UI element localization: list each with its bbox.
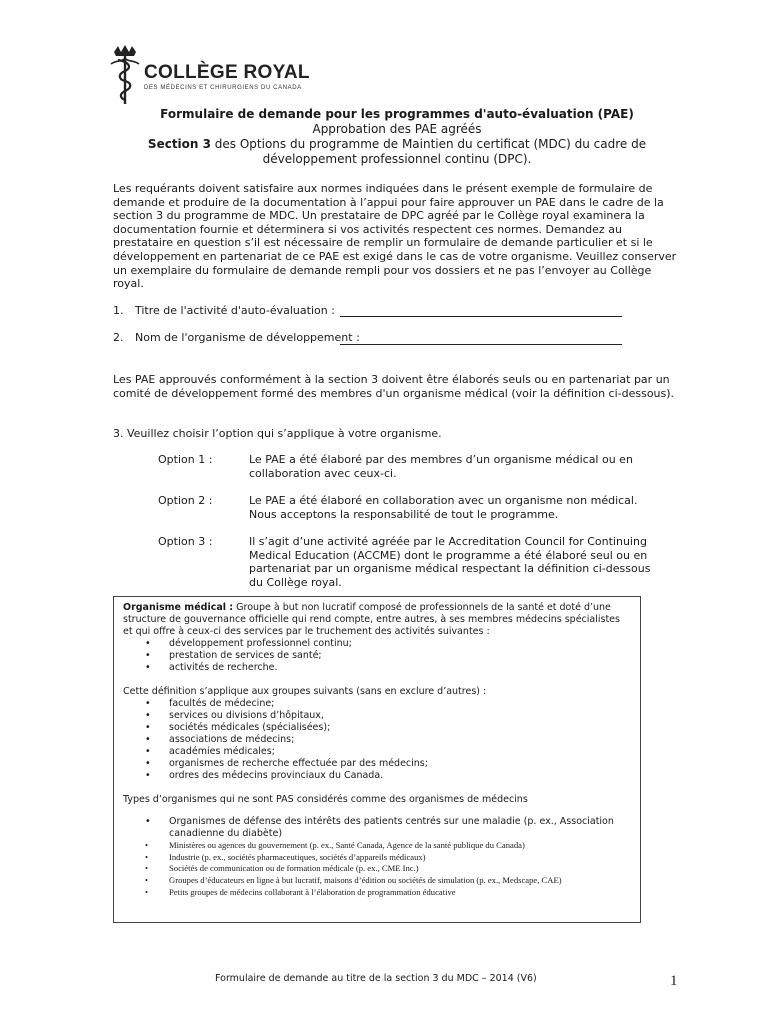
option-1-text: Le PAE a été élaboré par des membres d’un organisme médical ou en collaboration avec ceux-ci. bbox=[249, 453, 633, 480]
form-title: Formulaire de demande pour les programmes d'auto-évaluation (PAE) bbox=[160, 107, 634, 121]
option-2-text: Le PAE a été élaboré en collaboration avec un organisme non médical. Nous acceptons la responsabilité de tout le programme. bbox=[249, 494, 638, 521]
list-item: • associations de médecins; bbox=[145, 734, 295, 745]
approval-paragraph: Les PAE approuvés conformément à la section 3 doivent être élaborés seuls ou en partenariat par un comité de développement formé des membres d'un organisme médical (voir la définition ci-dessous). bbox=[113, 373, 675, 400]
logo-name: COLLÈGE ROYAL bbox=[144, 62, 310, 83]
list-item: • organismes de recherche effectuée par des médecins; bbox=[145, 758, 428, 769]
list-item: • Industrie (p. ex., sociétés pharmaceutiques, sociétés d’appareils médicaux) bbox=[145, 851, 426, 862]
form-subtitle: Approbation des PAE agréés bbox=[312, 122, 482, 136]
logo-subtitle: DES MÉDECINS ET CHIRURGIENS DU CANADA bbox=[144, 85, 302, 91]
intro-paragraph: Les requérants doivent satisfaire aux normes indiquées dans le présent exemple de formulaire de demande et produire de la documentation à l’appui pour faire approuver un PAE dans le cadre de la section 3 du programme de MDC. Un prestataire de DPC agréé par le Collège royal examinera la documentation fournie et déterminera si vos activités respectent ces normes. Demandez au prestataire en question s’il est nécessaire de remplir un formulaire de demande particulier et si le développement en partenariat de ce PAE est exigé dans le cas de votre organisme. Veuillez conserver un exemplaire du formulaire de demande rempli pour vos dossiers et ne pas l’envoyer au Collège royal. bbox=[113, 182, 677, 291]
groups-intro: Cette définition s’applique aux groupes suivants (sans en exclure d’autres) : bbox=[123, 686, 487, 697]
definition-box bbox=[113, 596, 641, 923]
list-item: • Organismes de défense des intérêts des patients centrés sur une maladie (p. ex., Association canadienne du diabète) bbox=[145, 816, 614, 839]
list-item: • activités de recherche. bbox=[145, 662, 278, 673]
list-item: • prestation de services de santé; bbox=[145, 650, 322, 661]
list-item: • académies médicales; bbox=[145, 746, 275, 757]
excluded-intro: Types d’organismes qui ne sont PAS considérés comme des organismes de médecins bbox=[123, 794, 528, 805]
field-label: Titre de l'activité d'auto-évaluation : bbox=[135, 304, 335, 317]
definition-text: Groupe à but non lucratif composé de professionnels de la santé et doté d’une structure de gouvernance officielle qui rend compte, entre autres, à ses membres médecins spécialistes et qui offre à ceux-ci des services par le truchement des activités suivantes : bbox=[123, 602, 620, 637]
list-item: • services ou divisions d’hôpitaux, bbox=[145, 710, 324, 721]
excluded-list bbox=[123, 816, 631, 840]
groups-list bbox=[123, 698, 631, 782]
list-item: • Groupes d’éducateurs en ligne à but lucratif, maisons d’édition ou sociétés de simulation (p. ex., Medscape, CAE) bbox=[145, 875, 562, 886]
definition-paragraph bbox=[123, 602, 631, 638]
list-item: • Ministères ou agences du gouvernement (p. ex., Santé Canada, Agence de la santé publique du Canada) bbox=[145, 840, 525, 850]
option-2-label[interactable]: Option 2 : bbox=[158, 494, 213, 507]
section-line bbox=[100, 137, 694, 167]
field-label: Nom de l'organisme de développement : bbox=[135, 331, 360, 344]
section-label: Section 3 bbox=[147, 137, 211, 151]
list-item: • sociétés médicales (spécialisées); bbox=[145, 722, 331, 733]
definition-content bbox=[123, 602, 631, 899]
question-3: 3. Veuillez choisir l’option qui s’applique à votre organisme. bbox=[113, 427, 442, 440]
option-3-text: Il s’agit d’une activité agréée par le Accreditation Council for Continuing Medical Education (ACCME) dont le programme a été élaboré seul ou en partenariat par un organisme médical respectant la définition ci-dessous du Collège royal. bbox=[249, 535, 651, 589]
caduceus-crest-icon bbox=[108, 44, 142, 106]
field-number: 2. bbox=[113, 331, 124, 344]
page-footer: Formulaire de demande au titre de la section 3 du MDC – 2014 (V6) bbox=[215, 973, 537, 984]
activity-title-input[interactable] bbox=[340, 316, 622, 317]
activities-list bbox=[123, 638, 631, 674]
excluded-list-serif bbox=[123, 840, 631, 899]
page-number: 1 bbox=[670, 973, 678, 989]
royal-college-logo bbox=[108, 44, 318, 104]
list-item: • Sociétés de communication ou de formation médicale (p. ex., CME Inc.) bbox=[145, 863, 419, 874]
list-item: • Petits groupes de médecins collaborant à l’élaboration de programmation éducative bbox=[145, 886, 456, 897]
option-3-label[interactable]: Option 3 : bbox=[158, 535, 213, 548]
list-item: • facultés de médecine; bbox=[145, 698, 275, 709]
section-description: des Options du programme de Maintien du certificat (MDC) du cadre de développement professionnel continu (DPC). bbox=[210, 137, 647, 166]
organization-name-input[interactable] bbox=[340, 344, 622, 345]
field-number: 1. bbox=[113, 304, 124, 317]
option-1-label[interactable]: Option 1 : bbox=[158, 453, 213, 466]
list-item: • développement professionnel continu; bbox=[145, 638, 352, 649]
form-header bbox=[100, 107, 694, 167]
definition-term: Organisme médical : bbox=[123, 602, 234, 613]
field-organization-name bbox=[113, 331, 360, 344]
field-activity-title bbox=[113, 304, 335, 317]
list-item: • ordres des médecins provinciaux du Canada. bbox=[145, 770, 384, 781]
